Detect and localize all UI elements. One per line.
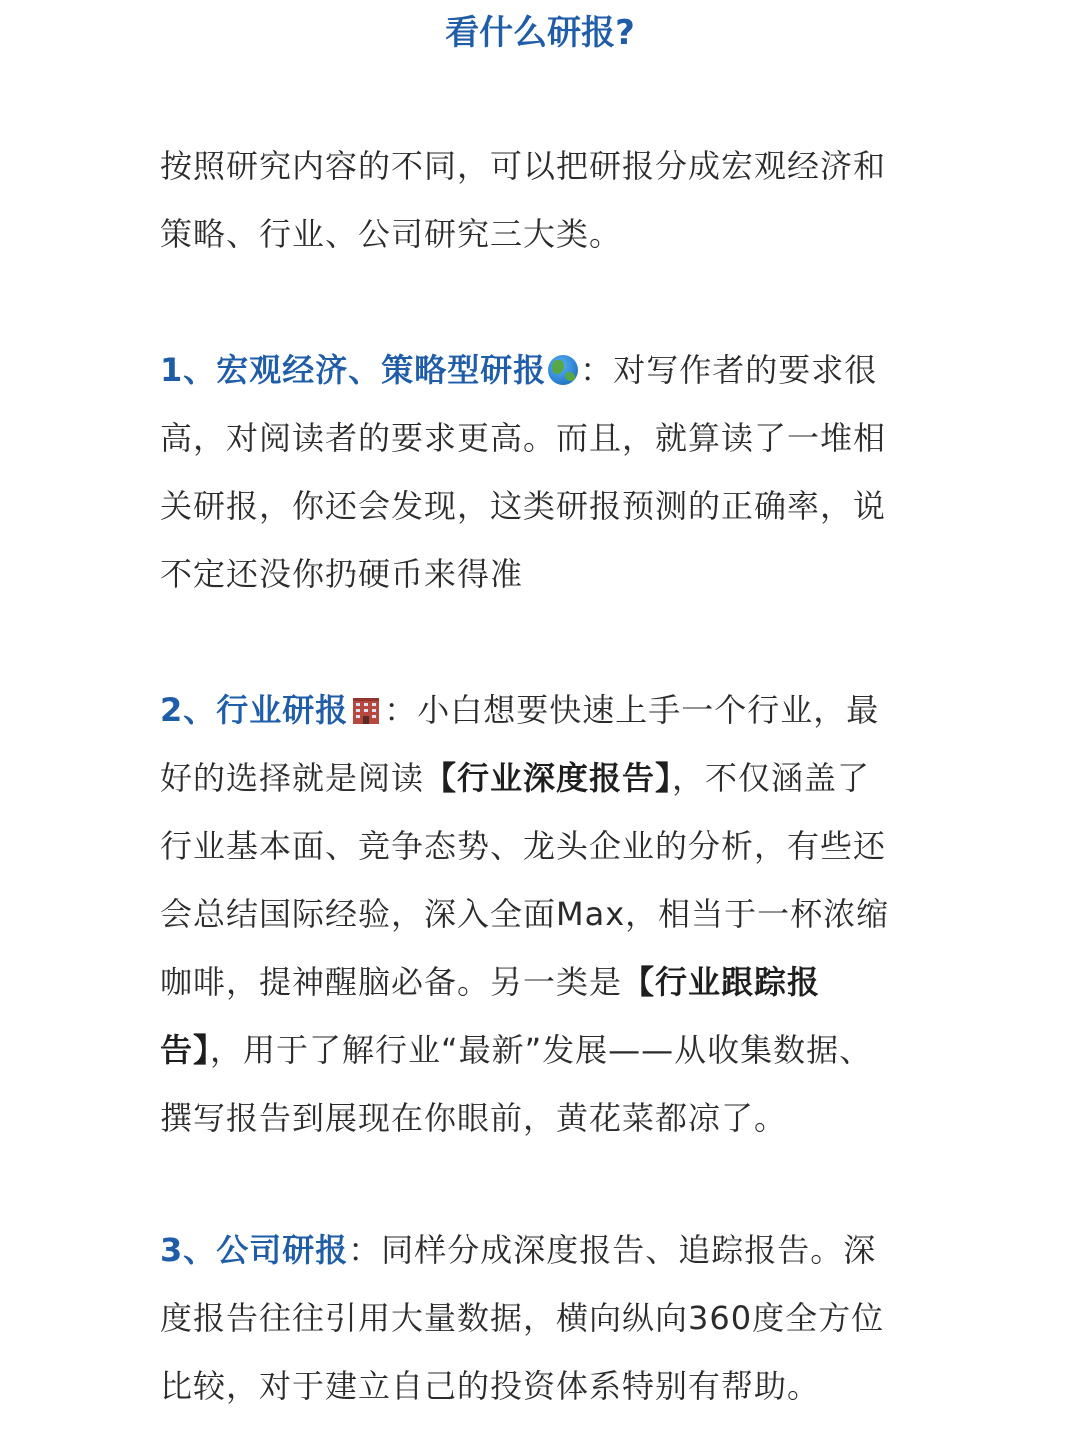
section-industry-line-6 — [160, 1016, 920, 1084]
section-industry-line-7: 撰写报告到展现在你眼前，黄花菜都凉了。 — [160, 1099, 788, 1137]
page-title: 看什么研报? — [445, 13, 635, 53]
globe-icon — [548, 355, 578, 385]
section-macro — [160, 336, 920, 608]
section-macro-heading: 1、宏观经济、策略型研报 — [160, 351, 547, 389]
section-company — [160, 1216, 920, 1420]
section-industry-line-2 — [160, 744, 920, 812]
section-company-text-1: 同样分成深度报告、追踪报告。深 — [381, 1231, 877, 1269]
industry-tracking-report-term-a: 【行业跟踪报 — [622, 963, 821, 1001]
section-company-line-2: 度报告往往引用大量数据，横向纵向360度全方位 — [160, 1299, 885, 1337]
section-company-heading: 3、公司研报 — [160, 1231, 349, 1269]
section-industry-text-2a: 好的选择就是阅读 — [160, 759, 425, 797]
section-industry-heading: 2、行业研报 — [160, 691, 349, 729]
section-industry-line-4: 会总结国际经验，深入全面Max，相当于一杯浓缩 — [160, 895, 890, 933]
office-building-icon — [350, 694, 382, 726]
section-industry-colon: ： — [384, 691, 418, 729]
section-company-colon: ： — [348, 1231, 382, 1269]
section-industry-text-5a: 咖啡，提神醒脑必备。另一类是 — [160, 963, 623, 1001]
section-industry-text-2b: ，不仅涵盖了 — [672, 759, 871, 797]
section-macro-line-1 — [160, 336, 920, 404]
section-industry-text-6b: ，用于了解行业“最新”发展——从收集数据、 — [210, 1031, 873, 1069]
section-industry-line-1 — [160, 676, 920, 744]
industry-tracking-report-term-b: 告】 — [160, 1031, 211, 1069]
intro-paragraph — [160, 132, 920, 268]
section-company-line-3: 比较，对于建立自己的投资体系特别有帮助。 — [160, 1367, 821, 1405]
section-industry-text-1: 小白想要快速上手一个行业，最 — [417, 691, 880, 729]
section-macro-text-1: 对写作者的要求很 — [613, 351, 878, 389]
section-industry — [160, 676, 920, 1152]
intro-line-2: 策略、行业、公司研究三大类。 — [160, 215, 623, 253]
section-industry-line-3: 行业基本面、竞争态势、龙头企业的分析，有些还 — [160, 827, 887, 865]
section-company-line-1 — [160, 1216, 920, 1284]
section-macro-colon: ： — [580, 351, 614, 389]
section-macro-line-3: 关研报，你还会发现，这类研报预测的正确率，说 — [160, 487, 887, 525]
intro-line-1: 按照研究内容的不同，可以把研报分成宏观经济和 — [160, 147, 887, 185]
section-macro-line-2: 高，对阅读者的要求更高。而且，就算读了一堆相 — [160, 419, 887, 457]
section-macro-line-4: 不定还没你扔硬币来得准 — [160, 555, 524, 593]
industry-depth-report-term: 【行业深度报告】 — [424, 759, 673, 797]
section-industry-line-5 — [160, 948, 920, 1016]
